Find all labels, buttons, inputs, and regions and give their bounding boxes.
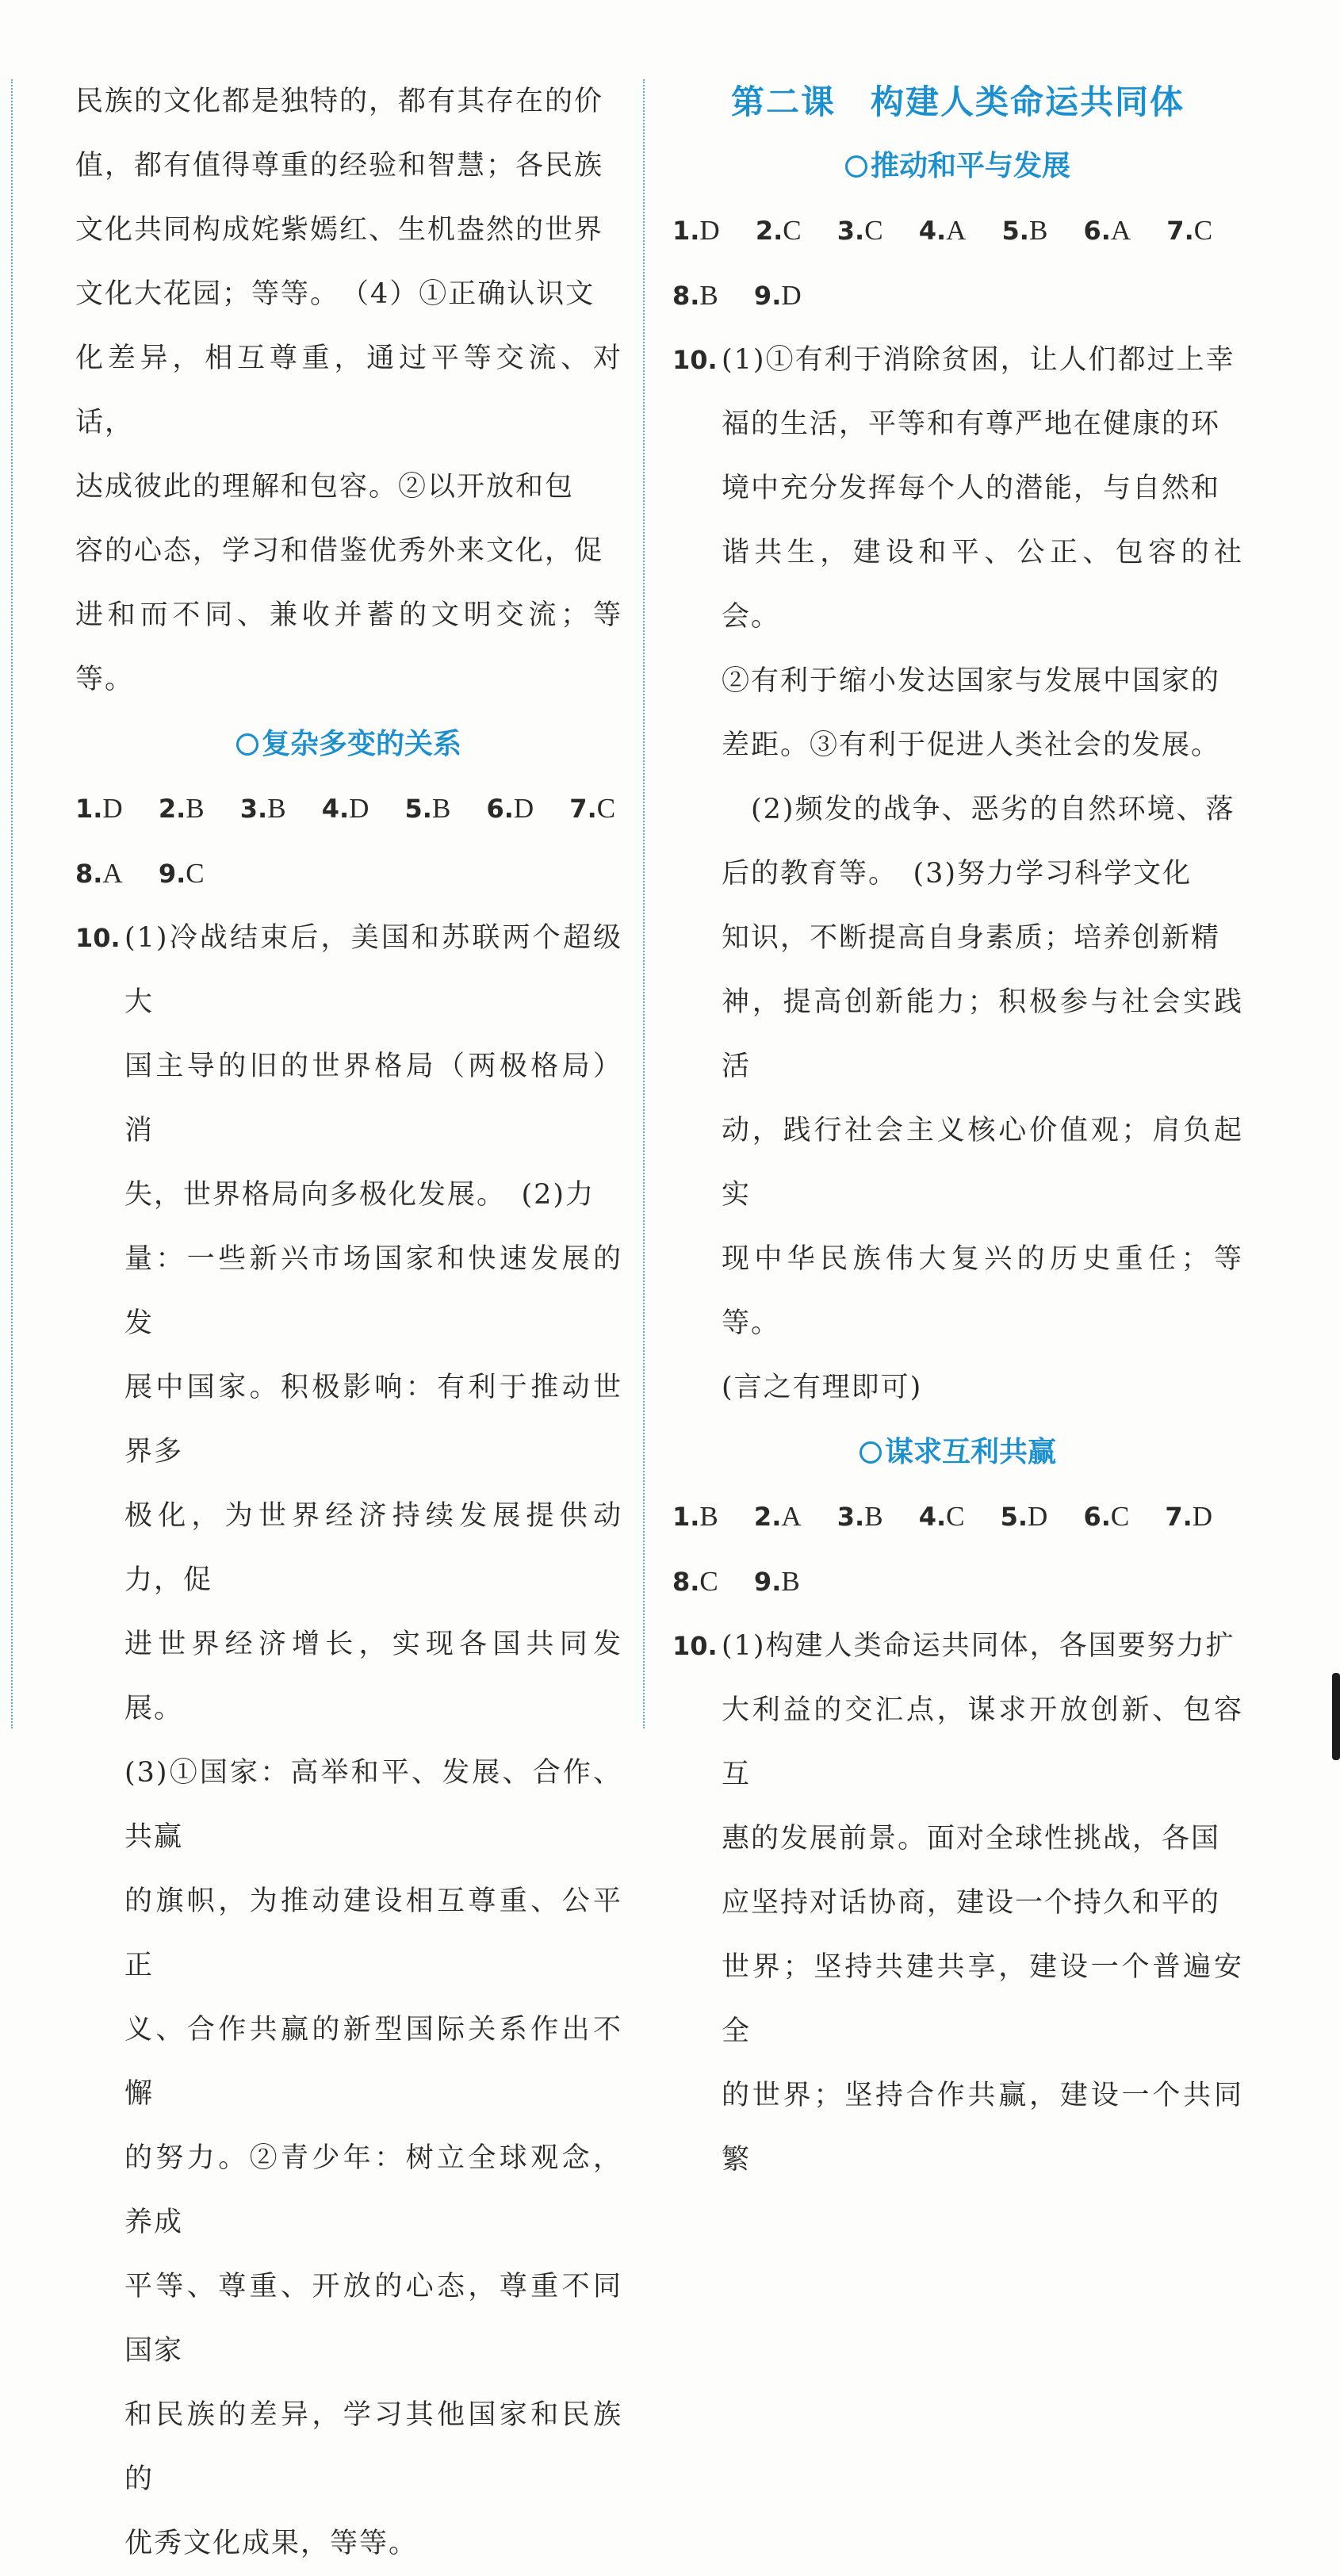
question-10-answer (672, 328, 1243, 1420)
question-number: 9. (753, 1567, 782, 1597)
answer-letter: C (186, 858, 205, 889)
answer-letter: C (699, 1566, 718, 1597)
answer-item (756, 198, 802, 263)
left-dotted-rule (11, 79, 13, 1728)
answer-letter: B (186, 793, 205, 824)
answer-item (569, 776, 615, 841)
text-line: 极化，为世界经济持续发展提供动力，促 (124, 1500, 622, 1596)
question-number: 1. (672, 216, 700, 246)
text-line: 动，践行社会主义核心价值观；肩负起实 (722, 1115, 1243, 1211)
text-line: 世界；坚持共建共享，建设一个普遍安全 (722, 1951, 1243, 2047)
section-heading (672, 134, 1243, 198)
question-number: 8. (672, 1567, 700, 1597)
answer-item (754, 1484, 802, 1549)
answer-item (1002, 198, 1048, 263)
answer-letter: C (596, 793, 616, 824)
question-number: 5. (404, 794, 432, 824)
question-number: 9. (753, 281, 782, 311)
answer-item (837, 1484, 883, 1549)
question-number: 7. (569, 794, 597, 824)
answer-item (1083, 198, 1131, 263)
question-number: 7. (1165, 1502, 1193, 1532)
answer-letter: B (781, 1566, 800, 1597)
question-number: 10. (672, 1631, 718, 1661)
answer-letter: A (781, 1501, 802, 1532)
answer-letter: B (699, 1501, 718, 1532)
section-heading (75, 712, 622, 776)
question-number: 7. (1166, 216, 1194, 246)
text-line: (3)①国家：高举和平、发展、合作、共赢 (124, 1757, 622, 1853)
text-line: 失，世界格局向多极化发展。 (2)力 (124, 1179, 595, 1211)
text-line: (言之有理即可) (722, 1372, 923, 1403)
text-line: 知识，不断提高自身素质；培养创新精 (722, 922, 1221, 954)
answer-letter: B (1028, 215, 1048, 246)
lesson-title (672, 70, 1243, 134)
text-line: 大利益的交汇点，谋求开放创新、包容互 (722, 1694, 1243, 1790)
answer-item (159, 841, 205, 906)
answer-item (1001, 1484, 1048, 1549)
answer-letter: D (1028, 1501, 1048, 1532)
answer-item (322, 776, 369, 841)
answer-letter: A (102, 858, 123, 889)
answer-item (486, 776, 534, 841)
text-line: 化差异，相互尊重，通过平等交流、对话， (75, 343, 622, 438)
question-number: 4. (918, 1502, 947, 1532)
answer-letter: C (783, 215, 802, 246)
text-line: 值，都有值得尊重的经验和智慧；各民族 (75, 150, 604, 182)
answer-letter: C (1110, 1501, 1130, 1532)
question-number: 4. (321, 794, 350, 824)
text-line: 文化大花园；等等。 （4）①正确认识文 (75, 278, 595, 310)
answer-letter: B (864, 1501, 883, 1532)
text-line: 福的生活，平等和有尊严地在健康的环 (722, 408, 1221, 440)
text-line: 的努力。②青少年：树立全球观念，养成 (124, 2142, 622, 2238)
answer-item (754, 1549, 800, 1614)
text-line: 平等、尊重、开放的心态，尊重不同国家 (124, 2271, 622, 2367)
left-column (75, 70, 622, 2576)
question-number: 2. (753, 1502, 782, 1532)
question-number: 10. (672, 345, 718, 375)
question-number: 3. (239, 794, 268, 824)
answer-letter: D (699, 215, 720, 246)
answer-letter: D (781, 280, 802, 311)
text-line: 进世界经济增长，实现各国共同发展。 (124, 1629, 622, 1724)
question-number: 3. (837, 1502, 865, 1532)
text-line: 民族的文化都是独特的，都有其存在的价 (75, 86, 604, 117)
answer-letter: B (431, 793, 451, 824)
circle-icon (845, 155, 867, 178)
question-number: 6. (1083, 216, 1111, 246)
text-line: (2)频发的战争、恶劣的自然环境、落 (722, 794, 1235, 825)
text-line: 境中充分发挥每个人的潜能，与自然和 (722, 473, 1221, 504)
text-line: 进和而不同、兼收并蓄的文明交流；等等。 (75, 599, 622, 695)
answer-item (672, 1484, 718, 1549)
question-number: 8. (672, 281, 700, 311)
answer-item (837, 198, 883, 263)
text-line: 国主导的旧的世界格局（两极格局）消 (124, 1051, 622, 1146)
text-line: 义、合作共赢的新型国际关系作出不懈 (124, 2014, 622, 2110)
question-number: 4. (918, 216, 947, 246)
answer-item (919, 198, 967, 263)
question-number: 1. (672, 1502, 700, 1532)
answer-item (1083, 1484, 1129, 1549)
text-line: ②有利于缩小发达国家与发展中国家的 (722, 665, 1221, 697)
text-line: (1)①有利于消除贫困，让人们都过上幸 (722, 344, 1235, 376)
answer-letter: B (699, 280, 718, 311)
text-line: 展中国家。积极影响：有利于推动世界多 (124, 1372, 622, 1468)
question-10-answer (75, 906, 622, 2576)
text-line: 优秀文化成果，等等。 (124, 2528, 419, 2559)
answer-letter: C (864, 215, 883, 246)
text-line: 神，提高创新能力；积极参与社会实践活 (722, 986, 1243, 1082)
text-line: 文化共同构成姹紫嫣红、生机盎然的世界 (75, 214, 604, 246)
text-line: 惠的发展前景。面对全球性挑战，各国 (722, 1823, 1221, 1854)
answer-item (240, 776, 286, 841)
text-line: 差距。③有利于促进人类社会的发展。 (722, 729, 1221, 761)
answer-letter: C (1193, 215, 1213, 246)
question-number: 1. (75, 794, 103, 824)
section-title: 推动和平与发展 (870, 150, 1070, 182)
answer-item (405, 776, 451, 841)
section-title: 复杂多变的关系 (261, 728, 461, 760)
question-number: 2. (755, 216, 783, 246)
answer-letter: C (946, 1501, 965, 1532)
question-10-answer (672, 1614, 1243, 2192)
circle-icon (860, 1441, 882, 1464)
answer-item (919, 1484, 965, 1549)
question-number: 3. (837, 216, 865, 246)
answer-letter: D (513, 793, 534, 824)
answer-row (672, 263, 1243, 328)
answer-item (672, 263, 718, 328)
text-line: 的世界；坚持合作共赢，建设一个共同繁 (722, 2080, 1243, 2176)
answer-row (672, 1484, 1243, 1549)
question-number: 10. (75, 923, 121, 953)
text-line: (1)构建人类命运共同体，各国要努力扩 (722, 1630, 1235, 1662)
answer-item (75, 776, 123, 841)
answer-row (672, 198, 1243, 263)
answer-item (1166, 198, 1212, 263)
question-number: 9. (158, 859, 186, 889)
text-line: 达成彼此的理解和包容。②以开放和包 (75, 471, 575, 503)
text-line: 现中华民族伟大复兴的历史重任；等等。 (722, 1243, 1243, 1339)
question-number: 6. (1083, 1502, 1111, 1532)
answer-letter: A (946, 215, 967, 246)
answer-letter: D (102, 793, 123, 824)
answer-letter: A (1110, 215, 1131, 246)
lesson-label: 第二课 (730, 82, 836, 121)
answer-letter: D (1192, 1501, 1213, 1532)
answer-row (75, 841, 622, 906)
answer-item (159, 776, 205, 841)
text-line: 的旗帜，为推动建设相互尊重、公平正 (124, 1885, 622, 1981)
answer-item (754, 263, 802, 328)
text-line: 应坚持对话协商，建设一个持久和平的 (722, 1887, 1221, 1919)
question-number: 5. (1000, 1502, 1028, 1532)
text-line: 容的心态，学习和借鉴优秀外来文化，促 (75, 535, 604, 567)
section-heading (672, 1420, 1243, 1484)
answer-item (672, 198, 720, 263)
answer-letter: B (267, 793, 286, 824)
question-number: 5. (1001, 216, 1029, 246)
text-line: 谐共生，建设和平、公正、包容的社会。 (722, 537, 1243, 633)
circle-icon (236, 733, 258, 756)
question-number: 6. (486, 794, 514, 824)
lesson-name: 构建人类命运共同体 (871, 82, 1185, 121)
answer-letter: D (349, 793, 369, 824)
answer-item (672, 1549, 718, 1614)
text-line: (1)冷战结束后，美国和苏联两个超级大 (124, 922, 622, 1018)
answer-row (672, 1549, 1243, 1614)
text-line: 后的教育等。 (3)努力学习科学文化 (722, 858, 1193, 890)
text-line: 和民族的差异，学习其他国家和民族的 (124, 2399, 622, 2495)
question-number: 8. (75, 859, 103, 889)
intro-text (75, 70, 622, 712)
section-title: 谋求互利共赢 (884, 1436, 1056, 1468)
center-dotted-rule (643, 79, 645, 1728)
answer-row (75, 776, 622, 841)
answer-item (75, 841, 123, 906)
right-column (672, 70, 1243, 2192)
answer-item (1165, 1484, 1212, 1549)
question-number: 2. (158, 794, 186, 824)
text-line: 量：一些新兴市场国家和快速发展的发 (124, 1243, 622, 1339)
page-edge-shadow (1332, 1673, 1340, 1760)
